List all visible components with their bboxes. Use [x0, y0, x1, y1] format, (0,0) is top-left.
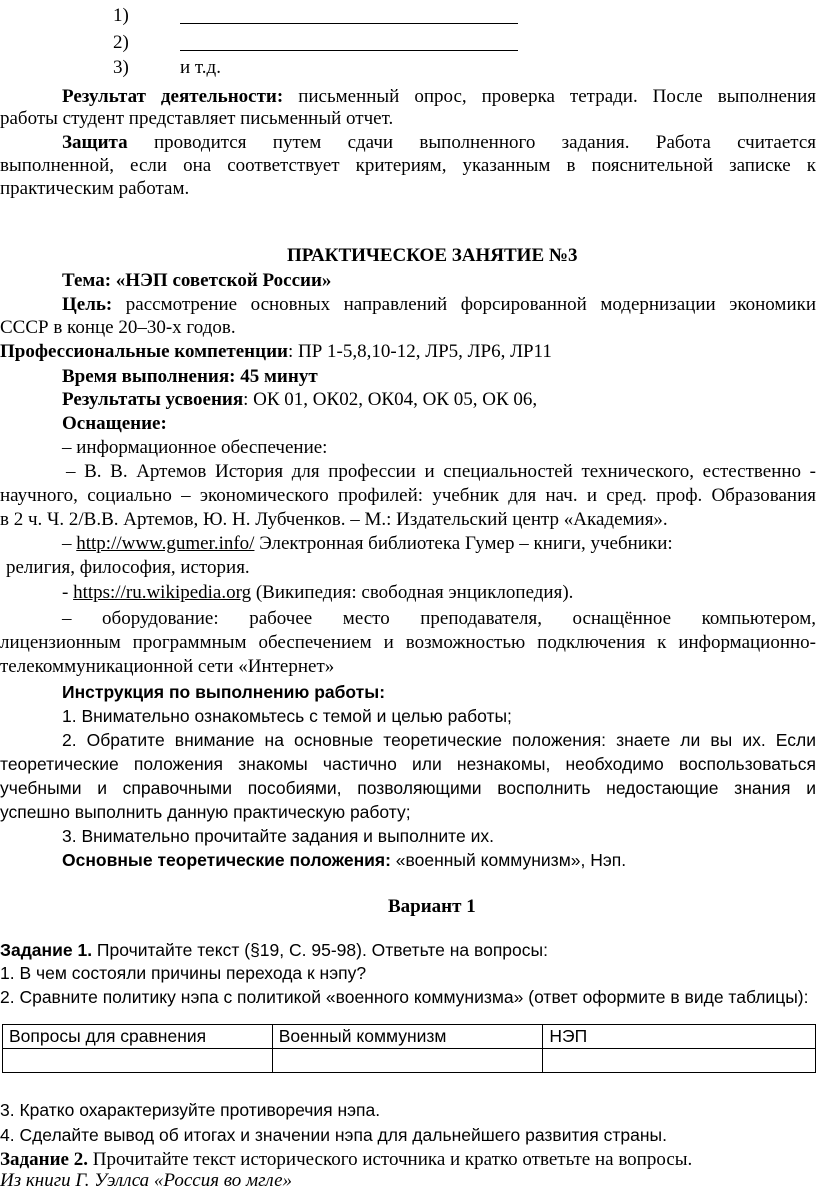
list-item-1-number: 1) [113, 5, 129, 26]
results-label: Результаты усвоения [62, 389, 244, 410]
competencies-line [0, 341, 552, 363]
list-item-1-blank [180, 23, 518, 24]
task2-text: Прочитайте текст исторического источника и кратко ответьте на вопросы. [87, 1149, 693, 1170]
variant-heading: Вариант 1 [388, 896, 476, 917]
goal-label: Цель: [62, 294, 113, 315]
wiki-desc: (Википедия: свободная энциклопедия). [251, 582, 574, 603]
gumer-line2: религия, философия, история. [6, 557, 250, 578]
result-label: Результат деятельности: [62, 86, 284, 107]
results-line [62, 389, 537, 411]
defense-label: Защита [62, 132, 128, 153]
lesson-topic: Тема: «НЭП советской России» [62, 270, 332, 291]
table-cell [543, 1049, 816, 1073]
instruction-2-line3: учебными и справочными пособиями, позволяющими восполнить недостающие знания и [0, 778, 816, 798]
list-item-2-number: 2) [113, 32, 129, 53]
task1-question-4: 4. Сделайте вывод об итогах и значении нэпа для дальнейшего развития страны. [0, 1125, 667, 1145]
book-line1: – В. В. Артемов История для профессии и специальностей технического, естественно - [66, 461, 816, 482]
book-line3: в 2 ч. Ч. 2/В.В. Артемов, Ю. Н. Лубченков. – М.: Издательский центр «Академия». [0, 509, 668, 530]
theory-label: Основные теоретические положения: [62, 850, 391, 870]
task2-line [0, 1149, 692, 1171]
result-paragraph-line1 [0, 86, 816, 108]
hardware-line3: телекоммуникационной сети «Интернет» [0, 656, 335, 677]
gumer-desc: Электронная библиотека Гумер – книги, учебники: [254, 533, 673, 554]
result-paragraph-line2: работы студент представляет письменный отчет. [0, 108, 394, 129]
table-cell [272, 1049, 543, 1073]
competencies-value: : ПР 1-5,8,10-12, ЛР5, ЛР6, ЛР11 [287, 341, 552, 362]
table-header-cell: Вопросы для сравнения [3, 1025, 273, 1049]
task1-question-2: 2. Сравните политику нэпа с политикой «военного коммунизма» (ответ оформите в виде таблицы): [0, 987, 809, 1007]
wiki-dash: - [62, 582, 74, 603]
defense-paragraph-line1 [0, 132, 816, 154]
task1-text: Прочитайте текст (§19, С. 95-98). Ответьте на вопросы: [92, 940, 548, 960]
instruction-1: 1. Внимательно ознакомьтесь с темой и целью работы; [62, 706, 512, 726]
table-row [3, 1049, 816, 1073]
result-text: письменный опрос, проверка тетради. После выполнения [298, 86, 816, 107]
task1-question-1: 1. В чем состояли причины перехода к нэпу? [0, 963, 367, 983]
list-item-3-number: 3) [113, 57, 129, 78]
task2-source: Из книги Г. Уэллса «Россия во мгле» [0, 1170, 293, 1191]
list-item-2-blank [180, 50, 518, 51]
results-value: : ОК 01, ОК02, ОК04, ОК 05, ОК 06, [243, 389, 538, 410]
table-header-cell: НЭП [543, 1025, 816, 1049]
wiki-link[interactable]: https://ru.wikipedia.org [73, 582, 252, 603]
time-line: Время выполнения: 45 минут [62, 366, 318, 387]
competencies-label: Профессиональные компетенции [0, 341, 288, 362]
theory-line [62, 849, 626, 871]
task1-line [0, 939, 548, 961]
gumer-dash: – [62, 533, 77, 554]
table-header-row [3, 1025, 816, 1049]
task1-label: Задание 1. [0, 940, 93, 960]
defense-paragraph-line2: выполненной, если она соответствует критериям, указанным в пояснительной записке к [0, 155, 816, 176]
instruction-2-line1: 2. Обратите внимание на основные теоретические положения: знаете ли вы их. Если [62, 730, 816, 750]
goal-line1 [0, 294, 816, 316]
goal-text: рассмотрение основных направлений форсированной модернизации экономики [125, 294, 816, 315]
table-header-cell: Военный коммунизм [272, 1025, 543, 1049]
hardware-line1: – оборудование: рабочее место преподавателя, оснащённое компьютером, [62, 608, 816, 629]
gumer-link[interactable]: http://www.gumer.info/ [76, 533, 255, 554]
book-line2: научного, социально – экономического профилей: учебник для нач. и сред. проф. Образования [0, 485, 816, 506]
instruction-3: 3. Внимательно прочитайте задания и выполните их. [62, 826, 494, 846]
equipment-info: – информационное обеспечение: [62, 437, 328, 458]
goal-line2: СССР в конце 20–30-х годов. [0, 317, 236, 338]
defense-paragraph-line3: практическим работам. [0, 178, 190, 199]
instruction-2-line2: теоретические положения знакомы частично или незнакомы, необходимо воспользоваться [0, 754, 816, 774]
table-cell [3, 1049, 273, 1073]
equipment-label: Оснащение: [62, 413, 167, 434]
list-item-3-text: и т.д. [180, 57, 221, 78]
instructions-label: Инструкция по выполнению работы: [62, 682, 386, 702]
task1-question-3: 3. Кратко охарактеризуйте противоречия нэпа. [0, 1100, 381, 1120]
instruction-2-line4: успешно выполнить данную практическую работу; [0, 802, 411, 822]
lesson-title: ПРАКТИЧЕСКОЕ ЗАНЯТИЕ №3 [287, 245, 578, 266]
task2-label: Задание 2. [0, 1149, 88, 1170]
defense-text: проводится путем сдачи выполненного задания. Работа считается [153, 132, 816, 153]
wiki-line [62, 582, 573, 604]
hardware-line2: лицензионным программным обеспечением и возможностью подключения к информационно- [0, 632, 816, 653]
gumer-line [62, 533, 673, 555]
theory-value: «военный коммунизм», Нэп. [390, 850, 627, 870]
comparison-table [2, 1024, 816, 1073]
